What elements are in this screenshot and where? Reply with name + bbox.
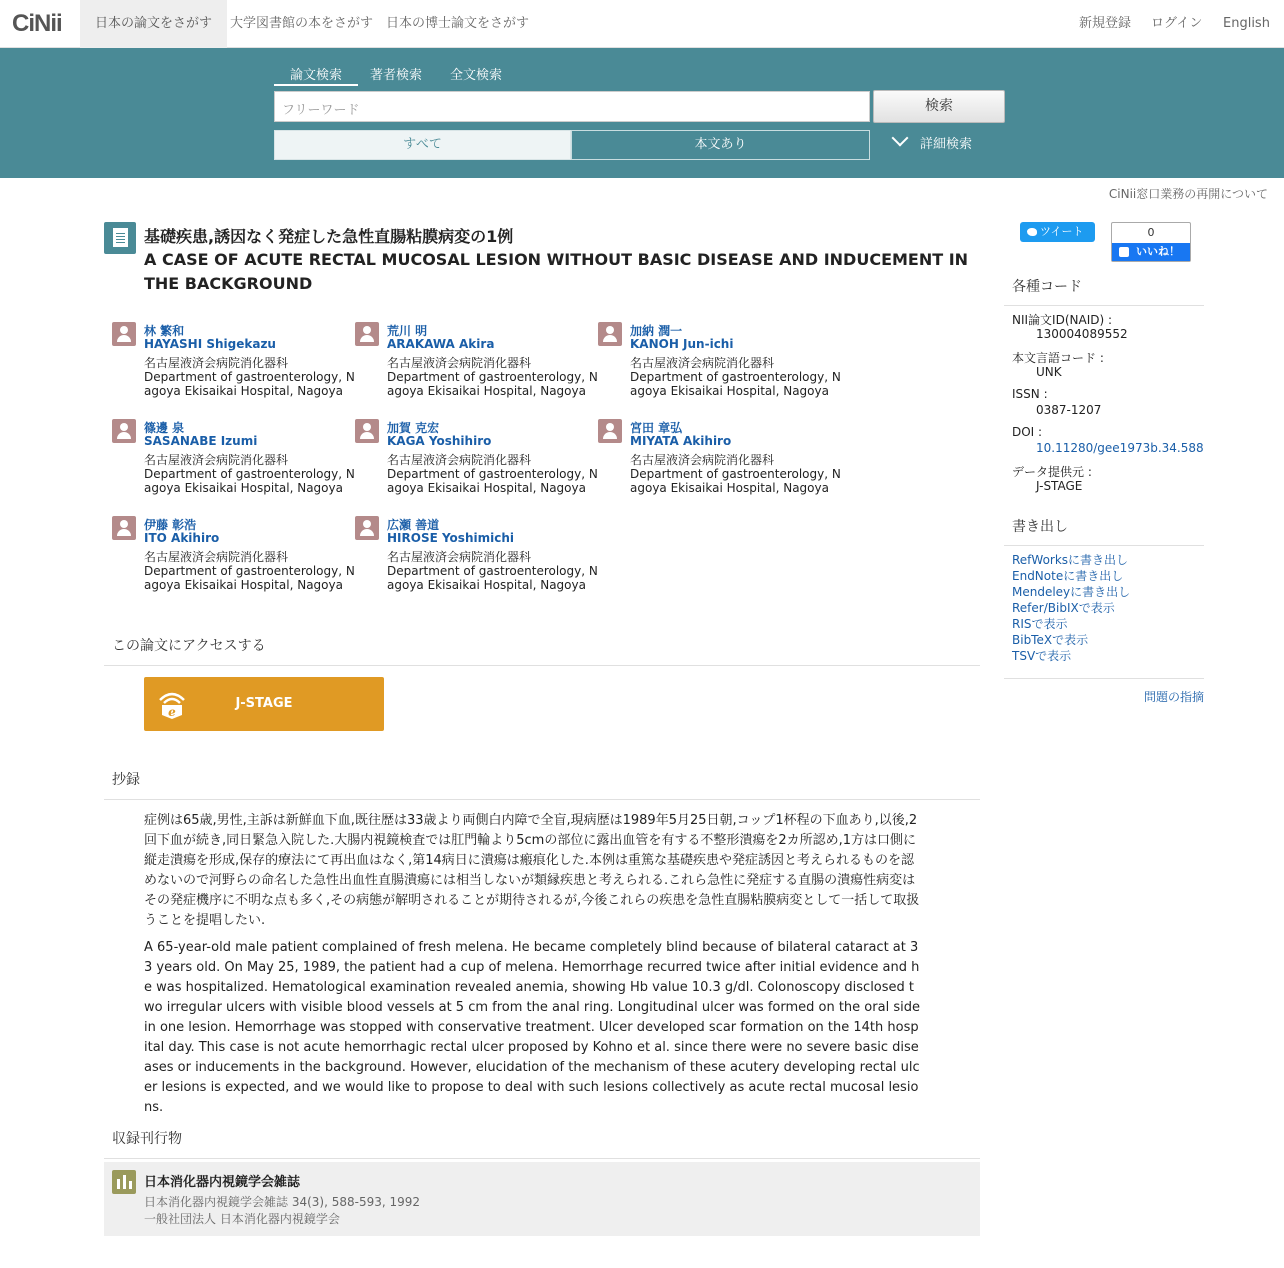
svg-text:e: e	[168, 705, 176, 719]
author-avatar-icon	[355, 516, 379, 540]
tab-article-search[interactable]: 論文検索	[274, 64, 358, 86]
tweet-button[interactable]: ツイート	[1020, 222, 1095, 242]
cinii-logo[interactable]: CiNii	[12, 10, 62, 37]
author-avatar-icon	[598, 419, 622, 443]
author-name[interactable]: 荒川 明	[387, 324, 428, 338]
jstage-label: J-STAGE	[235, 696, 293, 711]
author-affiliation: 名古屋液済会病院消化器科 Department of gastroenterology, N agoya Ekisaikai Hospital, Nagoya	[144, 356, 355, 398]
jstage-button[interactable]	[144, 677, 384, 731]
author-romaji[interactable]: ARAKAWA Akira	[387, 337, 495, 351]
like-button[interactable]: いいね！	[1112, 243, 1190, 261]
author-affiliation: 名古屋液済会病院消化器科 Department of gastroenterology, N agoya Ekisaikai Hospital, Nagoya	[630, 453, 841, 495]
author-affiliation: 名古屋液済会病院消化器科 Department of gastroenterology, N agoya Ekisaikai Hospital, Nagoya	[387, 453, 598, 495]
author-affiliation: 名古屋液済会病院消化器科 Department of gastroenterology, N agoya Ekisaikai Hospital, Nagoya	[387, 550, 598, 592]
tab-author-search[interactable]: 著者検索	[370, 68, 423, 83]
twitter-bird-icon	[1027, 228, 1037, 236]
title-english: A CASE OF ACUTE RECTAL MUCOSAL LESION WITHOUT BASIC DISEASE AND INDUCEMENT IN THE BACKGROUND	[144, 250, 969, 293]
english-link[interactable]: English	[1223, 16, 1270, 31]
nav-tab-dissertations[interactable]: 日本の博士論文をさがす	[386, 16, 530, 31]
author-avatar-icon	[598, 322, 622, 346]
code-label-naid: NII論文ID(NAID) :	[1012, 313, 1113, 327]
author-avatar-icon	[112, 322, 136, 346]
author-name[interactable]: 林 繁和	[144, 324, 185, 338]
nav-tab-articles[interactable]: 日本の論文をさがす	[80, 0, 227, 48]
export-tsv-link[interactable]: TSVで表示	[1012, 649, 1072, 663]
author-name[interactable]: 加納 潤一	[630, 324, 683, 338]
search-band	[0, 48, 1284, 178]
filter-fulltext[interactable]: 本文あり	[571, 130, 870, 160]
chevron-down-icon	[892, 130, 909, 147]
author-romaji[interactable]: ITO Akihiro	[144, 531, 220, 545]
journal-title[interactable]: 日本消化器内視鏡学会雑誌	[144, 1175, 301, 1190]
code-label-issn: ISSN :	[1012, 387, 1048, 401]
login-link[interactable]: ログイン	[1151, 16, 1203, 31]
export-endnote-link[interactable]: EndNoteに書き出し	[1012, 569, 1124, 583]
author-affiliation: 名古屋液済会病院消化器科 Department of gastroenterology, N agoya Ekisaikai Hospital, Nagoya	[630, 356, 841, 398]
facebook-like-box[interactable]	[1111, 222, 1191, 262]
code-label-doi: DOI :	[1012, 425, 1043, 439]
code-value-naid: 130004089552	[1036, 327, 1128, 341]
author-affiliation: 名古屋液済会病院消化器科 Department of gastroenterology, N agoya Ekisaikai Hospital, Nagoya	[144, 453, 355, 495]
tab-fulltext-search[interactable]: 全文検索	[450, 68, 503, 83]
abstract-heading: 抄録	[104, 769, 980, 800]
code-label-language: 本文言語コード :	[1012, 351, 1104, 365]
thumbs-up-icon	[1119, 247, 1129, 257]
export-refer-link[interactable]: Refer/BibIXで表示	[1012, 601, 1115, 615]
search-input[interactable]: フリーワード	[274, 91, 870, 122]
article-icon	[104, 222, 136, 254]
access-heading: この論文にアクセスする	[104, 635, 980, 666]
doi-link[interactable]: 10.11280/gee1973b.34.588	[1036, 441, 1204, 455]
author-name[interactable]: 伊藤 彰浩	[144, 518, 197, 532]
author-avatar-icon	[355, 419, 379, 443]
journal-publisher: 一般社団法人 日本消化器内視鏡学会	[144, 1212, 340, 1226]
journal-card	[104, 1162, 980, 1236]
search-button[interactable]: 検索	[873, 90, 1005, 123]
author-name[interactable]: 篠邊 泉	[144, 421, 185, 435]
export-bibtex-link[interactable]: BibTeXで表示	[1012, 633, 1089, 647]
author-romaji[interactable]: KANOH Jun-ichi	[630, 337, 734, 351]
nav-tab-books[interactable]: 大学図書館の本をさがす	[230, 16, 374, 31]
code-label-provider: データ提供元 :	[1012, 465, 1092, 479]
export-mendeley-link[interactable]: Mendeleyに書き出し	[1012, 585, 1131, 599]
sidebar-divider	[1004, 678, 1204, 679]
author-romaji[interactable]: SASANABE Izumi	[144, 434, 258, 448]
export-ris-link[interactable]: RISで表示	[1012, 617, 1068, 631]
code-value-provider: J-STAGE	[1036, 479, 1083, 493]
author-avatar-icon	[112, 419, 136, 443]
report-issue-link[interactable]: 問題の指摘	[1144, 690, 1205, 704]
author-avatar-icon	[355, 322, 379, 346]
export-refworks-link[interactable]: RefWorksに書き出し	[1012, 553, 1129, 567]
author-name[interactable]: 広瀬 善道	[387, 518, 440, 532]
title-japanese: 基礎疾患,誘因なく発症した急性直腸粘膜病変の1例	[144, 227, 514, 246]
advanced-search-label: 詳細検索	[920, 137, 973, 152]
code-value-language: UNK	[1036, 365, 1062, 379]
notice-link[interactable]: CiNii窓口業務の再開について	[1108, 187, 1268, 201]
author-avatar-icon	[112, 516, 136, 540]
codes-heading: 各種コード	[1004, 276, 1204, 306]
code-value-issn: 0387-1207	[1036, 403, 1102, 417]
filter-all[interactable]: すべて	[274, 130, 571, 160]
author-romaji[interactable]: HIROSE Yoshimichi	[387, 531, 514, 545]
like-count: 0	[1147, 226, 1155, 239]
author-name[interactable]: 宮田 章弘	[630, 421, 683, 435]
advanced-search-toggle[interactable]	[892, 130, 972, 160]
author-romaji[interactable]: HAYASHI Shigekazu	[144, 337, 276, 351]
journal-icon	[112, 1170, 136, 1194]
top-navigation	[0, 0, 1284, 48]
author-affiliation: 名古屋液済会病院消化器科 Department of gastroenterology, N agoya Ekisaikai Hospital, Nagoya	[387, 356, 598, 398]
abstract-japanese: 症例は65歳,男性,主訴は新鮮血下血,既往歴は33歳より両側白内障で全盲,現病歴は1989年5月25日朝,コップ1杯程の下血あり,以後,2回下血が続き,同日緊急入院した.大腸内視鏡検査では肛門輪より5cmの部位に露出血管を有する不整形潰瘍を2カ所認め,1方は口側に縦走潰瘍を形成,保存的療法にて再出血はなく,第14病日に潰瘍は瘢痕化した.本例は重篤な基礎疾患や発症誘因と考えられるものを認めないので河野らの命名した急性出血性直腸潰瘍には相当しないが類縁疾患と考えられる.これら急性に発症する直腸の潰瘍性病変はその発症機序に不明な点も多く,その病態が解明されることが期待されるが,今後これらの疾患を急性直腸粘膜病変として一括して取扱うことを提唱したい.	[144, 813, 920, 928]
journal-citation: 日本消化器内視鏡学会雑誌 34(3), 588-593, 1992	[144, 1195, 421, 1209]
register-link[interactable]: 新規登録	[1079, 16, 1132, 31]
author-name[interactable]: 加賀 克宏	[387, 421, 440, 435]
abstract-english: A 65-year-old male patient complained of fresh melena. He became completely blind because of bilateral cataract at 33 years old. On May 25, 1989, the patient had a cup of melena. Hemorrhage recurred twice after initial evidence and he was hospitalized. Hematological examination revealed anemia, showing Hb value 10.3 g/dl. Colonoscopy disclosed two irregular ulcers with visible blood vessels at 5 cm from the anal ring. Longitudinal ulcer was formed on the oral side in one lesion. Hemorrhage was stopped with conservative treatment. Ulcer developed scar formation on the 14th hospital day. This case is not acute hemorrhagic rectal ulcer proposed by Kohno et al. since there were no severe basic diseases or inducements in the background. However, elucidation of the mechanism of these acutery developing rectal ulcer lesions is expected, and we would like to propose to deal with such lesions collectively as acute rectal mucosal lesions.	[144, 940, 920, 1115]
author-romaji[interactable]: KAGA Yoshihiro	[387, 434, 492, 448]
author-affiliation: 名古屋液済会病院消化器科 Department of gastroenterology, N agoya Ekisaikai Hospital, Nagoya	[144, 550, 355, 592]
author-romaji[interactable]: MIYATA Akihiro	[630, 434, 732, 448]
export-heading: 書き出し	[1004, 516, 1204, 546]
journal-heading: 収録刊行物	[104, 1128, 980, 1159]
